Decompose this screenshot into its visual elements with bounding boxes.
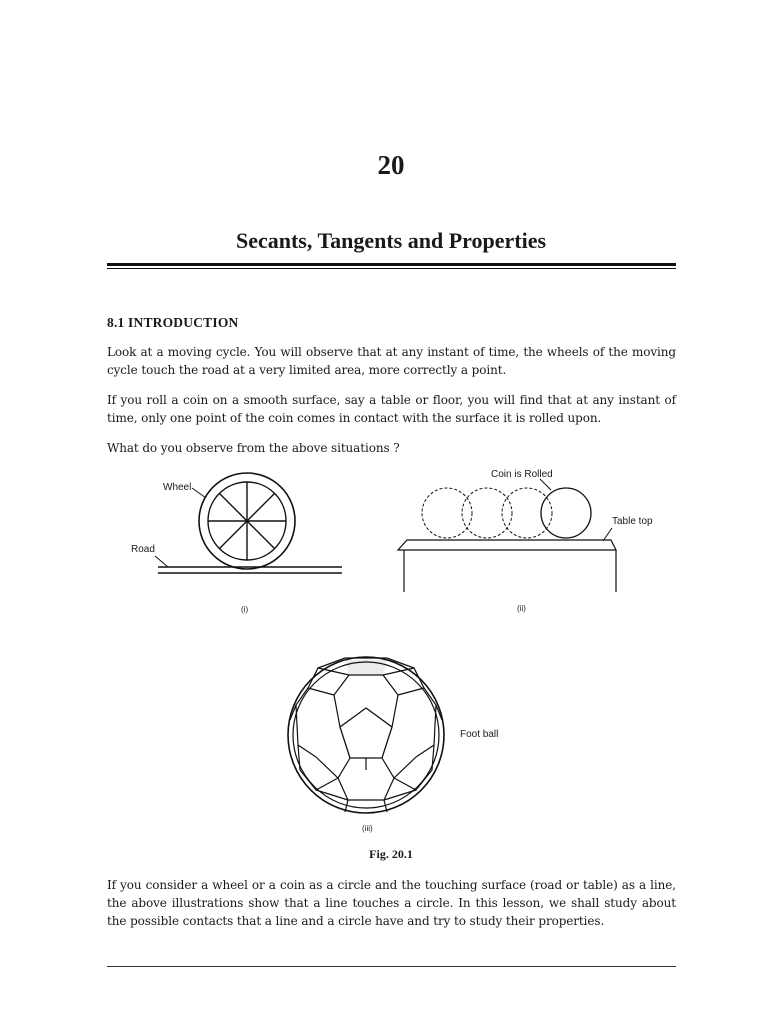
chapter-number: 20 — [377, 150, 405, 180]
footer-rule — [107, 966, 676, 967]
section-heading: 8.1 INTRODUCTION — [107, 315, 239, 330]
title-rule-thick — [107, 263, 676, 266]
subfigure-ii-label: (ii) — [517, 604, 526, 613]
wheel-label: Wheel — [163, 482, 192, 493]
road-label: Road — [131, 544, 155, 555]
paragraph-question: What do you observe from the above situations ? — [107, 441, 400, 455]
table-top-label: Table top — [612, 516, 653, 527]
football-label: Foot ball — [460, 729, 499, 740]
coin-label: Coin is Rolled — [491, 469, 553, 480]
figure-caption: Fig. 20.1 — [369, 847, 413, 861]
subfigure-i-label: (i) — [241, 605, 249, 614]
title-rule-thin — [107, 268, 676, 269]
subfigure-iii-label: (iii) — [362, 824, 373, 833]
chapter-title: Secants, Tangents and Properties — [235, 228, 547, 253]
paragraph-conclusion: If you consider a wheel or a coin as a circle and the touching surface (road or table) as a line, the above illustrations show that a line touches a circle. In this lesson, we shall study about the possible contacts that a line and a circle have and try to study their properties. — [107, 878, 676, 928]
paragraph-cycle: Look at a moving cycle. You will observe that at any instant of time, the wheels of the moving cycle touch the road at a very limited area, more correctly a point. — [107, 345, 676, 377]
paragraph-coin: If you roll a coin on a smooth surface, say a table or floor, you will find that at any instant of time, only one point of the coin comes in contact with the surface it is rolled upon. — [107, 393, 676, 425]
